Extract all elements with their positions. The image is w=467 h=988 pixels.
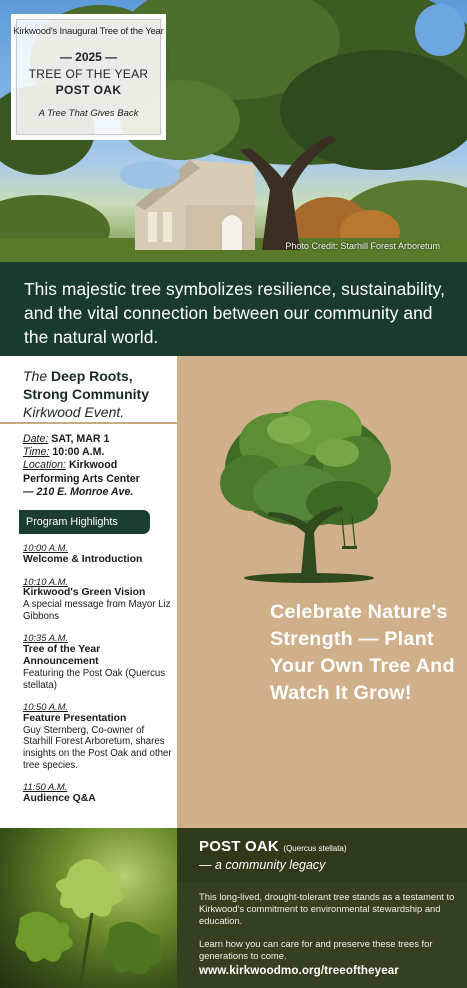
program-title: Welcome & Introduction [23,553,143,565]
event-title-pre: The [23,368,52,384]
program-highlights-heading: Program Highlights [19,510,150,534]
program-item [23,781,173,805]
program-item [23,542,173,566]
post-oak-name: POST OAK [199,838,279,855]
post-oak-body [199,891,461,974]
event-title-bold: Deep Roots, Strong Community [23,368,149,402]
tagline: A Tree That Gives Back [38,108,139,119]
photo-credit: Photo Credit: Starhill Forest Arboretum [285,241,440,251]
program-title: Feature Presentation [23,712,127,724]
program-time: 10:10 A.M. [23,575,68,587]
mission-text: This majestic tree symbolizes resilience, sustainability, and the vital connection between our community and the natural world. [24,279,446,347]
program-item [23,576,173,623]
tree-of-the-year-link[interactable]: www.kirkwoodmo.org/treeoftheyear [199,964,399,977]
divider [0,422,177,424]
address: — 210 E. Monroe Ave. [23,485,134,498]
celebrate-panel [177,356,467,828]
program-title: Audience Q&A [23,792,96,804]
program-list [23,542,173,815]
program-time: 10:50 A.M. [23,701,68,713]
program-item [23,701,173,771]
event-title-post: Kirkwood Event. [23,404,125,420]
post-oak-header [177,828,467,883]
inaugural-kicker: Kirkwood's Inaugural Tree of the Year [13,26,164,37]
program-desc: Guy Sternberg, Co-owner of Starhill Forest Arboretum, shares insights on the Post Oak and other tree species. [23,724,172,771]
program-time: 11:50 A.M. [23,781,68,793]
post-oak-legacy: — a community legacy [199,858,326,872]
tree-name: POST OAK [55,83,122,97]
tree-of-the-year-heading: TREE OF THE YEAR [28,67,149,81]
event-column [0,356,177,828]
date-value: SAT, MAR 1 [51,433,110,445]
program-time: 10:00 A.M. [23,542,68,553]
celebrate-message: Celebrate Nature's Strength — Plant Your Own Tree And Watch It Grow! [270,601,455,704]
location-label: Location: [23,459,66,472]
oak-tree-icon [217,398,397,588]
year-label: — 2025 — [59,50,118,64]
oak-leaves-image [0,828,177,988]
time-label: Time: [23,446,50,459]
hero-photo [0,0,467,262]
program-item [23,632,173,691]
mission-band [0,262,467,356]
program-time: 10:35 A.M. [23,632,68,644]
post-oak-para-2: Learn how you can care for and preserve these trees for generations to come. [199,938,433,962]
event-title [23,367,173,421]
program-desc: Featuring the Post Oak (Quercus stellata) [23,667,166,691]
program-title: Tree of the Year Announcement [23,643,101,667]
post-oak-info [177,828,467,988]
time-value: 10:00 A.M. [52,446,105,459]
program-desc: A special message from Mayor Liz Gibbons [23,599,171,622]
program-title: Kirkwood's Green Vision [23,587,146,599]
oak-leaves-photo [0,828,177,988]
location-value: Kirkwood Performing Arts Center [23,459,140,485]
post-oak-para-1: This long-lived, drought-tolerant tree stands as a testament to Kirkwood's commitment to environmental stewardship and education. [199,891,455,926]
post-oak-scientific: (Quercus stellata) [283,844,347,853]
date-label: Date: [23,433,49,445]
event-details [23,433,173,499]
title-card [11,14,166,140]
